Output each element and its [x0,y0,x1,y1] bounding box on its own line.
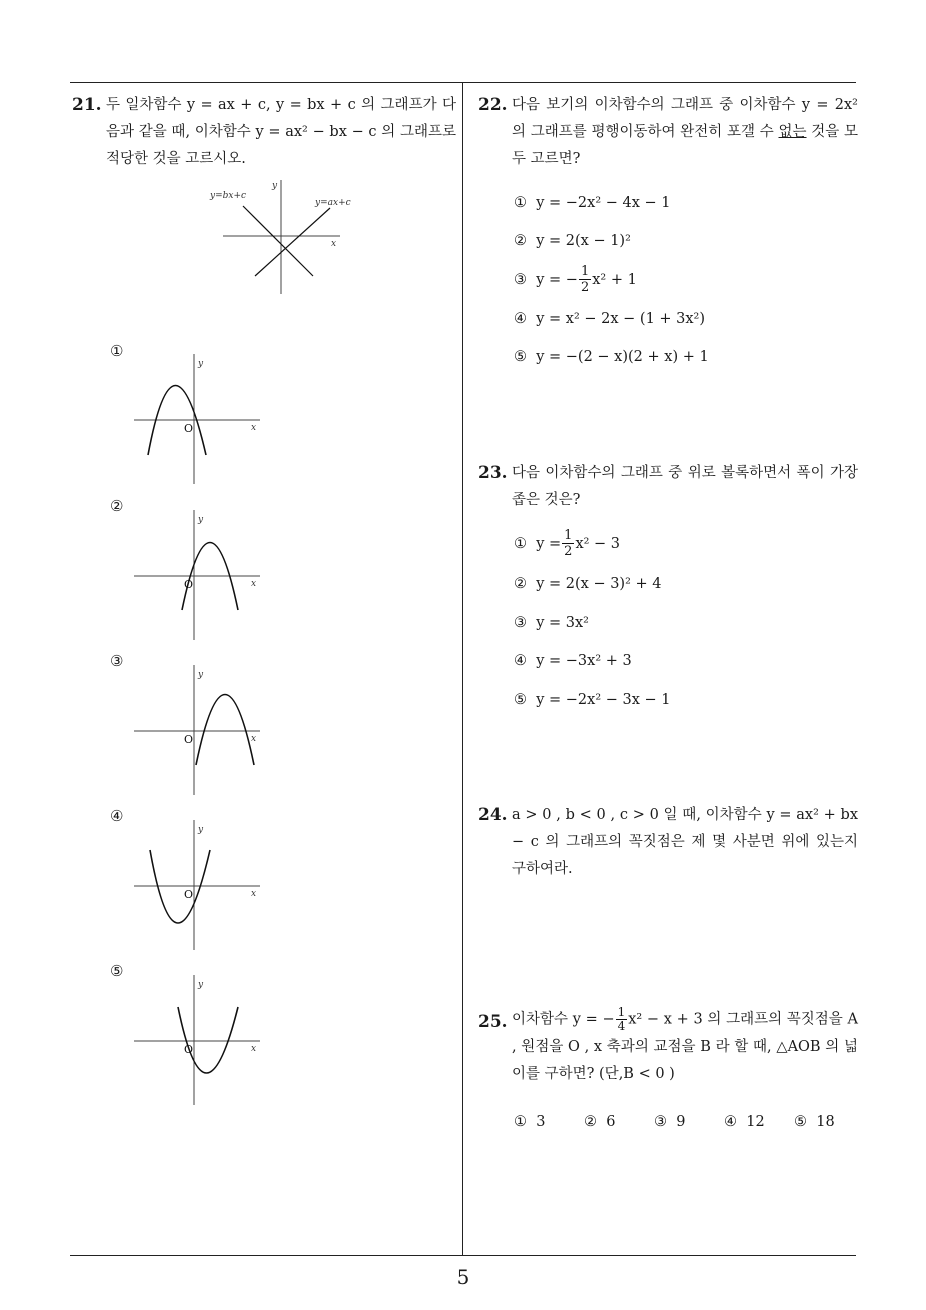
question-text [512,92,863,173]
q21-option-4-graph [130,818,265,953]
option-mark: ④ [514,653,527,669]
q23-option-1[interactable] [514,528,620,559]
option-text: y = 3x² [536,615,589,631]
q25-option-3[interactable] [654,1114,685,1130]
x-axis-label: x [251,423,257,433]
q22-option-4[interactable] [514,311,705,327]
option-mark: ④ [724,1114,737,1130]
origin-label: O [184,888,194,901]
q23-option-4[interactable] [514,653,632,669]
q21-option-5-graph [130,973,265,1108]
q22-option-1[interactable] [514,195,671,211]
line2-label: y=ax+c [315,198,351,208]
origin-label: O [184,578,194,591]
option-text: 3 [536,1114,546,1130]
question-24 [478,802,858,883]
option-text: 12 [746,1114,765,1130]
y-axis-label: y [272,181,278,191]
option-mark: ③ [654,1114,667,1130]
x-axis-label: x [331,239,337,249]
q22-option-3[interactable] [514,264,637,295]
option-mark: ② [514,233,527,249]
y-axis-label: y [198,670,204,680]
option-text: y = 2(x − 1)² [536,233,631,249]
page-number: 5 [456,1265,470,1289]
q21-option-3-mark[interactable]: ③ [110,652,124,670]
q21-option-3-graph [130,663,265,798]
q23-option-3[interactable] [514,615,589,631]
question-number: 25. [478,1012,508,1032]
fraction-denominator: 2 [580,280,590,295]
fraction-numerator: 1 [580,264,590,279]
option-text: 9 [676,1114,686,1130]
option-text-suffix: x² − 3 [575,535,621,552]
option-mark: ④ [514,311,527,327]
option-text: y = −2x² − 3x − 1 [536,692,671,708]
fraction [562,528,574,559]
option-text-suffix: x² + 1 [592,271,637,288]
q21-line-figure [205,178,355,296]
question-text-prefix: 이차함수 y = − [512,1011,615,1028]
q22-option-5[interactable] [514,349,709,365]
top-rule [70,82,856,83]
option-mark: ① [514,535,527,552]
origin-label: O [184,422,194,435]
y-axis-label: y [198,359,204,369]
option-text: y = −(2 − x)(2 + x) + 1 [536,349,709,365]
question-number: 22. [478,95,508,115]
question-number: 21. [72,95,102,115]
question-text: 두 일차함수 y = ax + c, y = bx + c 의 그래프가 다음과 같을 때, 이차함수 y = ax² − bx − c 의 그래프로 적당한 것을 고르시오. [106,97,456,167]
y-axis-label: y [198,825,204,835]
option-mark: ⑤ [514,692,527,708]
question-text: a > 0 , b < 0 , c > 0 일 때, 이차함수 y = ax² + bx − c 의 그래프의 꼭짓점은 제 몇 사분면 위에 있는지 구하여라. [512,807,858,877]
option-mark: ① [514,195,527,211]
question-25 [478,1005,863,1088]
origin-label: O [184,733,194,746]
option-mark: ③ [514,271,527,288]
question-text-suffix: x² − x + 3 의 그래프의 꼭짓점을 A , 원점을 O , x 축과의 교점을 B 라 할 때, △AOB 의 넓이를 구하면? (단,B < 0 ) [512,1011,863,1082]
option-mark: ② [584,1114,597,1130]
option-text: y = −2x² − 4x − 1 [536,195,671,211]
q21-option-4-mark[interactable]: ④ [110,807,124,825]
fraction [579,264,591,295]
q25-option-2[interactable] [584,1114,615,1130]
fraction-denominator: 2 [564,544,573,559]
option-text: y = 2(x − 3)² + 4 [536,576,662,592]
question-23 [478,460,858,514]
fraction-denominator: 4 [617,1019,626,1033]
option-text-prefix: y = [536,535,562,552]
q22-option-2[interactable] [514,233,631,249]
fraction-numerator: 1 [564,528,573,543]
option-mark: ⑤ [794,1114,807,1130]
q25-option-1[interactable] [514,1114,545,1130]
fraction-numerator: 1 [617,1005,626,1019]
option-mark: ③ [514,615,527,631]
question-22 [478,92,863,173]
option-mark: ① [514,1114,527,1130]
origin-label: O [184,1043,194,1056]
x-axis-label: x [251,579,257,589]
question-text-emphasis: 없는 [778,124,807,140]
q23-option-2[interactable] [514,576,662,592]
x-axis-label: x [251,734,257,744]
option-text-prefix: y = − [536,271,578,288]
question-21 [72,92,456,173]
q21-option-1-mark[interactable]: ① [110,342,124,360]
y-axis-label: y [198,515,204,525]
option-text: y = −3x² + 3 [536,653,632,669]
bottom-rule [70,1255,856,1256]
q21-option-1-graph [130,352,265,487]
line1-label: y=bx+c [210,191,247,201]
question-text [512,1005,863,1088]
option-text: 6 [606,1114,616,1130]
fraction [616,1006,628,1033]
q25-option-5[interactable] [794,1114,835,1130]
question-number: 24. [478,805,508,825]
question-text-before: 다음 보기의 이차함수의 그래프 중 이차함수 y = 2x² 의 그래프를 평행이동하여 완전히 포갤 수 [512,97,863,140]
question-text: 다음 이차함수의 그래프 중 위로 볼록하면서 폭이 가장 좁은 것은? [512,465,858,508]
q23-option-5[interactable] [514,692,671,708]
q21-option-5-mark[interactable]: ⑤ [110,962,124,980]
question-text-after: 것을 모두 고르면? [512,124,858,167]
x-axis-label: x [251,1044,257,1054]
option-text: y = x² − 2x − (1 + 3x²) [536,311,706,327]
option-mark: ⑤ [514,349,527,365]
q25-option-4[interactable] [724,1114,765,1130]
q21-option-2-graph [130,508,265,643]
question-number: 23. [478,463,508,483]
option-text: 18 [816,1114,835,1130]
option-mark: ② [514,576,527,592]
column-divider [462,82,463,1255]
q21-option-2-mark[interactable]: ② [110,497,124,515]
x-axis-label: x [251,889,257,899]
y-axis-label: y [198,980,204,990]
